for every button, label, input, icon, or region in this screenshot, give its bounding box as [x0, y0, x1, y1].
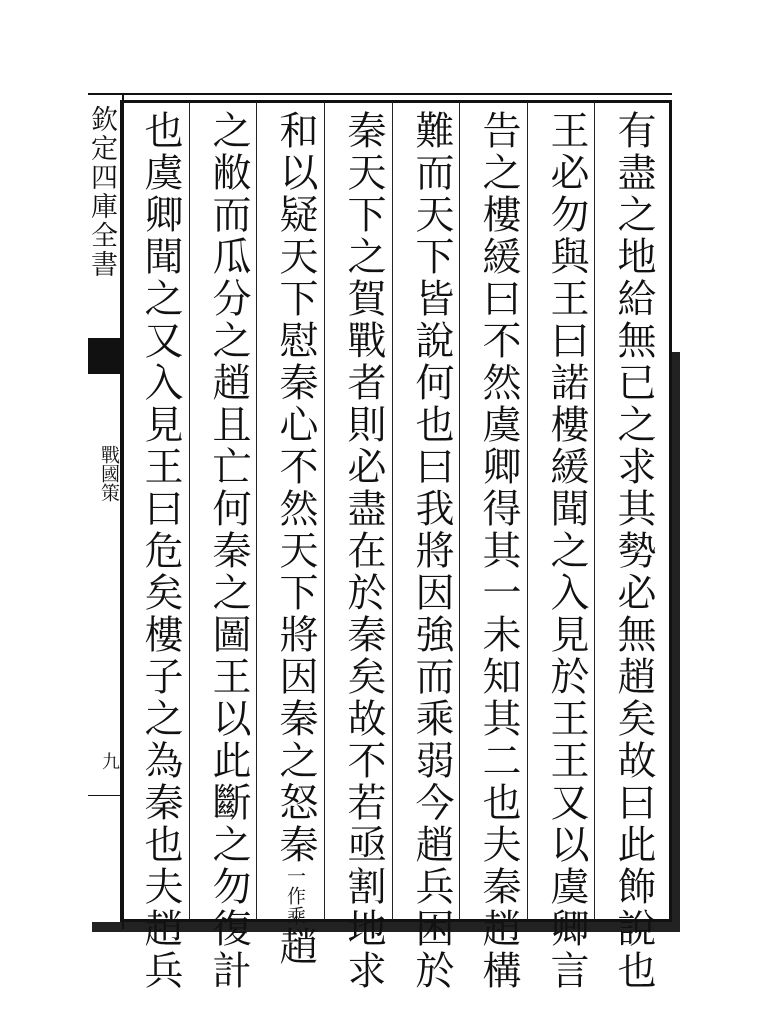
section-title: 戰國策	[98, 445, 120, 502]
text-column-7: 之敝而瓜分之趙且亡何秦之圖王以此斷之勿復計	[206, 110, 251, 992]
text-column-5: 秦天下之賀戰者則必盡在於秦矣故不若亟割地求	[341, 110, 386, 992]
column-divider	[594, 102, 595, 920]
margin-fish-tail-block	[88, 338, 122, 374]
text-column-2: 王必勿與王曰諾樓緩聞之入見於王王又以虞卿言	[544, 110, 589, 992]
column-divider	[392, 102, 393, 920]
text-column-6	[268, 110, 322, 968]
text-column-6-tail: 趙	[273, 926, 318, 968]
frame-shadow-right	[672, 352, 680, 932]
interlinear-note: 一作乘	[284, 866, 306, 926]
page-number: 九	[99, 752, 120, 770]
text-column-8: 也虞卿聞之又入見王曰危矣樓子之為秦也夫趙兵	[138, 110, 183, 992]
column-divider	[459, 102, 460, 920]
column-divider	[527, 102, 528, 920]
text-column-3: 告之樓緩曰不然虞卿得其一未知其二也夫秦趙構	[476, 110, 521, 992]
column-divider	[324, 102, 325, 920]
book-title: 欽定四庫全書	[86, 105, 117, 279]
text-column-6-main: 和以疑天下慰秦心不然天下將因秦之怒秦	[273, 110, 318, 866]
page-number-rule	[88, 795, 122, 796]
column-divider	[189, 102, 190, 920]
text-column-1: 有盡之地給無已之求其勢必無趙矣故曰此飾說也	[611, 110, 656, 992]
column-divider	[256, 102, 257, 920]
text-column-4: 難而天下皆說何也曰我將因強而乘弱今趙兵困於	[409, 110, 454, 992]
frame-top-rule	[88, 93, 672, 95]
